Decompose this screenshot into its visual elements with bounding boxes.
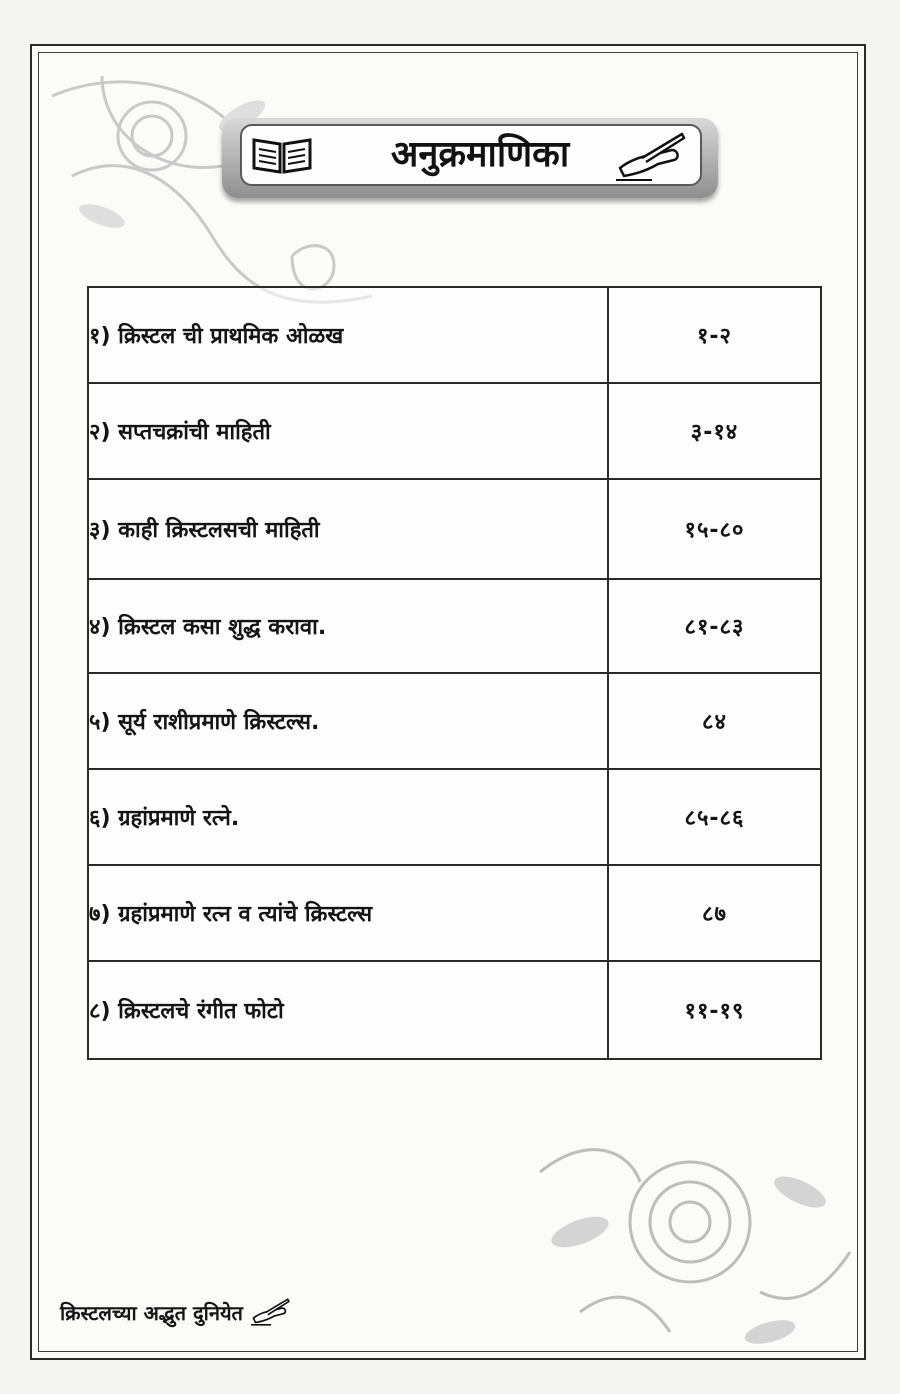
toc-entry-title: ६) ग्रहांप्रमाणे रत्ने. [88, 769, 608, 865]
toc-entry-pages: १-२ [608, 287, 821, 383]
toc-row [88, 865, 821, 961]
footer-book-title [60, 1292, 293, 1332]
toc-entry-title: ४) क्रिस्टल कसा शुद्ध करावा. [88, 579, 608, 673]
page-heading: अनुक्रमाणिका [390, 134, 570, 175]
writing-hand-icon [612, 130, 688, 184]
toc-row [88, 673, 821, 769]
toc-entry-pages: ३-१४ [608, 383, 821, 479]
toc-entry-pages: ८५-८६ [608, 769, 821, 865]
toc-entry-title: २) सप्तचक्रांची माहिती [88, 383, 608, 479]
footer-title-text: क्रिस्टलच्या अद्भुत दुनियेत [60, 1300, 243, 1325]
toc-entry-pages: ८४ [608, 673, 821, 769]
toc-entry-title: ८) क्रिस्टलचे रंगीत फोटो [88, 961, 608, 1059]
toc-entry-title: ३) काही क्रिस्टलसची माहिती [88, 479, 608, 579]
toc-entry-pages: ८१-८३ [608, 579, 821, 673]
writing-hand-icon [247, 1297, 293, 1327]
toc-entry-pages: ११-१९ [608, 961, 821, 1059]
toc-entry-pages: १५-८० [608, 479, 821, 579]
toc-row [88, 961, 821, 1059]
toc-row [88, 769, 821, 865]
toc-row [88, 479, 821, 579]
toc-entry-pages: ८७ [608, 865, 821, 961]
toc-row [88, 579, 821, 673]
toc-entry-title: ७) ग्रहांप्रमाणे रत्न व त्यांचे क्रिस्टल्स [88, 865, 608, 961]
open-book-icon [250, 132, 314, 176]
toc-entry-title: ५) सूर्य राशीप्रमाणे क्रिस्टल्स. [88, 673, 608, 769]
toc-entry-title: १) क्रिस्टल ची प्राथमिक ओळख [88, 287, 608, 383]
contents-table [87, 286, 822, 1060]
toc-row [88, 383, 821, 479]
toc-row [88, 287, 821, 383]
